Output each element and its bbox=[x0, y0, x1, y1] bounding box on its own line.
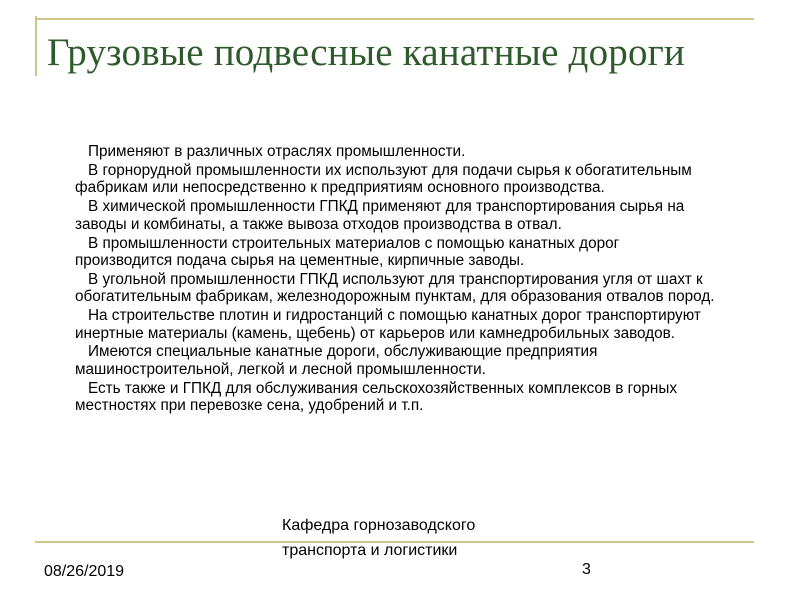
top-rule-line bbox=[35, 18, 754, 20]
paragraph: В горнорудной промышленности их используют для подачи сырья к обогатительным фабрикам или непосредственно к предприятиям основного производства. bbox=[75, 161, 692, 197]
paragraph: На строительстве плотин и гидростанций с помощью канатных дорог транспортируют инертные материалы (камень, щебень) от карьеров или камнедробильных заводов. bbox=[75, 307, 701, 342]
paragraph: В промышленности строительных материалов с помощью канатных дорог производится подача сырья на цементные, кирпичные заводы. bbox=[75, 234, 620, 269]
paragraph: В угольной промышленности ГПКД используют для транспортирования угля от шахт к обогатительным фабрикам, железнодорожным пунктам, для образования отвалов пород. bbox=[75, 270, 715, 306]
paragraph: Имеются специальные канатные дороги, обслуживающие предприятия машиностроительной, легкой и лесной промышленности. bbox=[75, 343, 598, 378]
footer-department: Кафедра горнозаводского транспорта и логистики bbox=[282, 517, 476, 559]
page-number: 3 bbox=[582, 561, 591, 578]
slide-body bbox=[75, 143, 715, 416]
left-rule-line bbox=[35, 16, 37, 76]
footer-date: 08/26/2019 bbox=[44, 563, 125, 580]
slide-title: Грузовые подвесные канатные дороги bbox=[47, 31, 685, 74]
paragraph: Применяют в различных отраслях промышленности. bbox=[88, 143, 466, 160]
paragraph: Есть также и ГПКД для обслуживания сельскохозяйственных комплексов в горных местностях при перевозке сена, удобрений и т.п. bbox=[75, 379, 678, 415]
paragraph: В химической промышленности ГПКД применяют для транспортирования сырья на заводы и комбинаты, а также вывоза отходов производства в отвал. bbox=[75, 198, 685, 233]
